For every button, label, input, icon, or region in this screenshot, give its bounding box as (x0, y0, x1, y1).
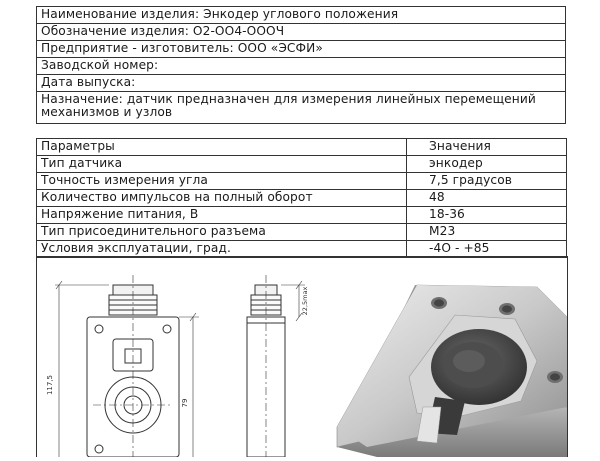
dim-total-height: 117,5 (46, 374, 54, 396)
param-value: -4О - +85 (407, 241, 567, 258)
param-name: Точность измерения угла (37, 173, 407, 190)
param-value: 7,5 градусов (407, 173, 567, 190)
technical-drawing-area (36, 256, 568, 457)
param-name: Напряжение питания, В (37, 207, 407, 224)
params-header-name: Параметры (37, 139, 407, 156)
product-info-table (36, 6, 566, 124)
info-row-date (37, 75, 566, 92)
dim-connector-height: 22,5max (301, 286, 309, 316)
param-value: 18-36 (407, 207, 567, 224)
params-header-value: Значения (407, 139, 567, 156)
params-header-row (37, 139, 567, 156)
encoder-drawing (37, 257, 567, 457)
side-view (247, 275, 305, 457)
info-row-purpose (37, 92, 566, 124)
manufacturer: Предприятие - изготовитель: ООО «ЭСФИ» (37, 41, 566, 58)
encoder-3d-render (337, 285, 567, 457)
release-date: Дата выпуска: (37, 75, 566, 92)
param-value: 48 (407, 190, 567, 207)
param-name: Тип присоединительного разъема (37, 224, 407, 241)
dim-body-height: 79 (181, 398, 189, 408)
front-view (55, 275, 199, 457)
param-row (37, 207, 567, 224)
parameters-table (36, 138, 567, 258)
param-name: Условия эксплуатации, град. (37, 241, 407, 258)
param-row (37, 241, 567, 258)
param-row (37, 224, 567, 241)
purpose: Назначение: датчик предназначен для измерения линейных перемещений механизмов и узлов (37, 92, 566, 124)
product-designation: Обозначение изделия: О2-ОО4-ОООЧ (37, 24, 566, 41)
param-value: М23 (407, 224, 567, 241)
info-row-name (37, 7, 566, 24)
param-name: Количество импульсов на полный оборот (37, 190, 407, 207)
param-row (37, 173, 567, 190)
param-value: энкодер (407, 156, 567, 173)
info-row-designation (37, 24, 566, 41)
param-row (37, 156, 567, 173)
info-row-manufacturer (37, 41, 566, 58)
info-row-serial (37, 58, 566, 75)
param-name: Тип датчика (37, 156, 407, 173)
serial-number: Заводской номер: (37, 58, 566, 75)
product-name: Наименование изделия: Энкодер углового положения (37, 7, 566, 24)
param-row (37, 190, 567, 207)
